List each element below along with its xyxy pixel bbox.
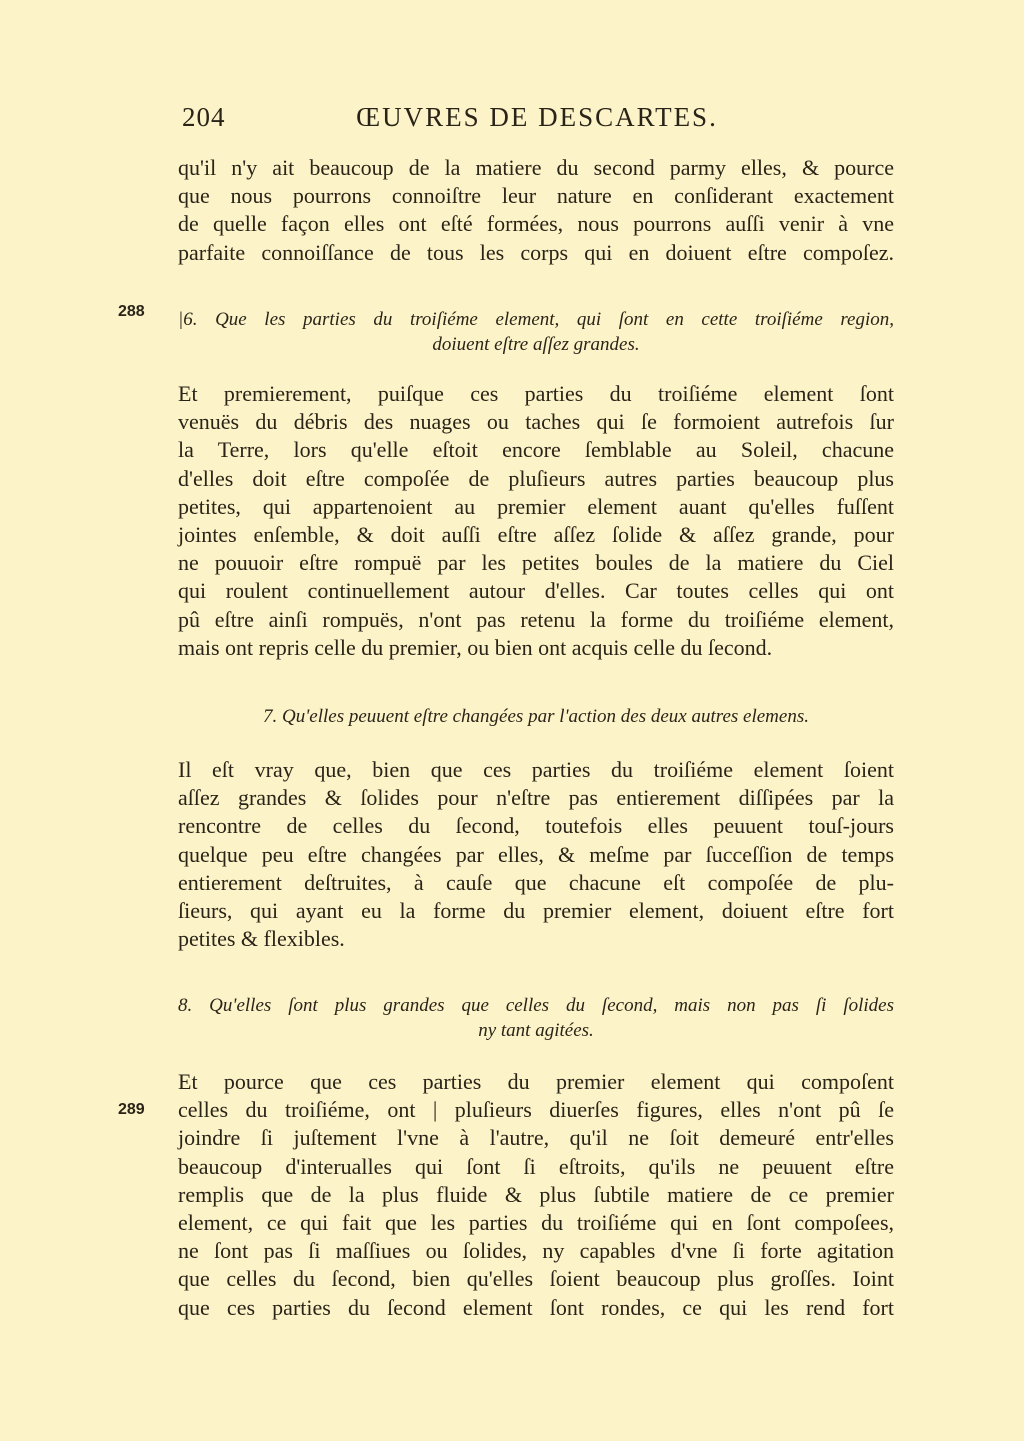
text-line: rencontre de celles du ſecond, toutefois elles peuuent touſ-jours [178, 813, 894, 839]
paragraph-8 [178, 1068, 894, 1322]
text-line: jointes enſemble, & doit auſſi eſtre aſſez ſolide & aſſez grande, pour [178, 522, 894, 548]
text-line: d'elles doit eſtre compoſée de pluſieurs autres parties beaucoup plus [178, 465, 894, 491]
text-line: entierement deſtruites, à cauſe que chacune eſt compoſée de plu- [178, 869, 894, 895]
heading-line: 8. Qu'elles ſont plus grandes que celles du ſecond, mais non pas ſi ſolides [178, 995, 894, 1016]
text-line: qui roulent continuellement autour d'elles. Car toutes celles qui ont [178, 578, 894, 604]
text-line: quelque peu eſtre changées par elles, & meſme par ſucceſſion de temps [178, 841, 894, 867]
text-line: petites, qui appartenoient au premier element auant qu'elles fuſſent [178, 493, 894, 519]
heading-line: doiuent eſtre aſſez grandes. [432, 334, 640, 355]
margin-page-ref: 289 [118, 1101, 145, 1118]
heading-line: 7. Qu'elles peuuent eſtre changées par l'action des deux autres elemens. [263, 706, 809, 727]
text-line: Et pource que ces parties du premier element qui compoſent [178, 1069, 894, 1094]
text-line: Et premierement, puiſque ces parties du troiſiéme element ſont [178, 381, 894, 406]
paragraph-6 [178, 380, 894, 662]
text-line: element, ce qui fait que les parties du troiſiéme qui en ſont compoſees, [178, 1210, 894, 1236]
text-line: petites & flexibles. [178, 926, 345, 952]
text-line: la Terre, lors qu'elle eſtoit encore ſemblable au Soleil, chacune [178, 437, 894, 463]
text-line: beaucoup d'interualles qui ſont ſi eſtroits, qu'ils ne peuuent eſtre [178, 1153, 894, 1179]
text-line: Il eſt vray que, bien que ces parties du troiſiéme element ſoient [178, 757, 894, 782]
section-heading-8 [178, 993, 894, 1043]
heading-line: ny tant agitées. [478, 1020, 594, 1041]
running-header [180, 102, 894, 138]
running-title: ŒUVRES DE DESCARTES. [356, 102, 718, 132]
heading-line: |6. Que les parties du troiſiéme element, qui ſont en cette troiſiéme region, [178, 309, 894, 330]
paragraph-continuation [178, 154, 894, 267]
section-heading-6 [178, 307, 894, 357]
text-line: remplis que de la plus fluide & plus ſubtile matiere de ce premier [178, 1181, 894, 1207]
text-line: que ces parties du ſecond element ſont rondes, ce qui les rend fort [178, 1294, 894, 1320]
section-heading-7 [178, 704, 894, 729]
text-line: celles du troiſiéme, ont | pluſieurs diuerſes figures, elles n'ont pû ſe [178, 1097, 894, 1123]
text-line: de quelle façon elles ont eſté formées, nous pourrons auſſi venir à vne [178, 211, 894, 237]
text-line: que celles du ſecond, bien qu'elles ſoient beaucoup plus groſſes. Ioint [178, 1266, 894, 1292]
text-line: ſieurs, qui ayant eu la forme du premier element, doiuent eſtre fort [178, 898, 894, 924]
paragraph-7 [178, 756, 894, 953]
text-line: parfaite connoiſſance de tous les corps qui en doiuent eſtre compoſez. [178, 239, 894, 265]
text-line: joindre ſi juſtement l'vne à l'autre, qu'il ne ſoit demeuré entr'elles [178, 1125, 894, 1151]
text-line: que nous pourrons connoiſtre leur nature en conſiderant exactement [178, 183, 894, 209]
text-line: mais ont repris celle du premier, ou bien ont acquis celle du ſecond. [178, 634, 773, 660]
text-line: pû eſtre ainſi rompuës, n'ont pas retenu la forme du troiſiéme element, [178, 606, 894, 632]
margin-page-ref: 288 [118, 303, 145, 320]
text-line: qu'il n'y ait beaucoup de la matiere du second parmy elles, & pource [178, 155, 894, 180]
page-number: 204 [182, 102, 226, 132]
text-line: ne pouuoir eſtre rompuë par les petites boules de la matiere du Ciel [178, 550, 894, 576]
text-line: aſſez grandes & ſolides pour n'eſtre pas entierement diſſipées par la [178, 785, 894, 811]
text-line: ne ſont pas ſi maſſiues ou ſolides, ny capables d'vne ſi forte agitation [178, 1238, 894, 1264]
text-line: venuës du débris des nuages ou taches qui ſe formoient autrefois ſur [178, 409, 894, 435]
